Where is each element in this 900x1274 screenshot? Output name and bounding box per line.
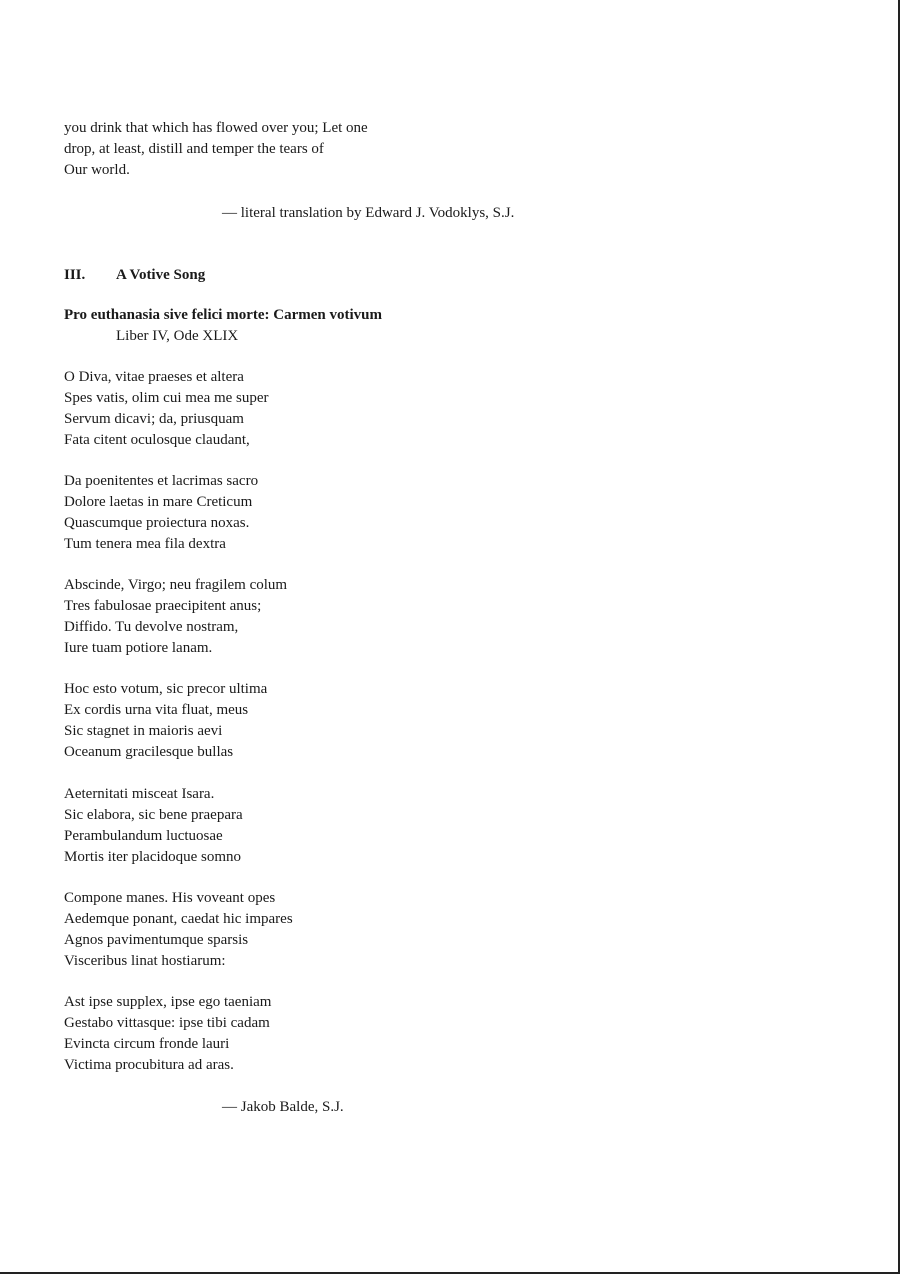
verse-line: Abscinde, Virgo; neu fragilem colum xyxy=(64,577,288,593)
verse-line: Visceribus linat hostiarum: xyxy=(64,953,226,969)
verse-line: Victima procubitura ad aras. xyxy=(64,1057,234,1073)
verse-line: Evincta circum fronde lauri xyxy=(64,1036,230,1052)
translation-attribution: — literal translation by Edward J. Vodoklys, S.J. xyxy=(222,205,515,221)
section-number: III. xyxy=(64,267,86,283)
prev-poem-line: drop, at least, distill and temper the tears of xyxy=(64,141,324,157)
verse-line: Da poenitentes et lacrimas sacro xyxy=(64,473,259,489)
verse-line: Tum tenera mea fila dextra xyxy=(64,536,226,552)
verse-line: O Diva, vitae praeses et altera xyxy=(64,369,244,385)
verse-line: Dolore laetas in mare Creticum xyxy=(64,494,253,510)
verse-line: Quascumque proiectura noxas. xyxy=(64,515,250,531)
verse-line: Ast ipse supplex, ipse ego taeniam xyxy=(64,994,272,1010)
poem-attribution: — Jakob Balde, S.J. xyxy=(222,1099,344,1115)
verse-line: Diffido. Tu devolve nostram, xyxy=(64,619,239,635)
verse-line: Oceanum gracilesque bullas xyxy=(64,744,234,760)
poem-source: Liber IV, Ode XLIX xyxy=(116,328,239,344)
verse-line: Servum dicavi; da, priusquam xyxy=(64,411,244,427)
verse-line: Sic elabora, sic bene praepara xyxy=(64,807,243,823)
verse-line: Sic stagnet in maioris aevi xyxy=(64,723,223,739)
verse-line: Spes vatis, olim cui mea me super xyxy=(64,390,269,406)
verse-line: Compone manes. His voveant opes xyxy=(64,890,276,906)
verse-line: Ex cordis urna vita fluat, meus xyxy=(64,702,249,718)
verse-line: Perambulandum luctuosae xyxy=(64,828,223,844)
verse-line: Aedemque ponant, caedat hic impares xyxy=(64,911,293,927)
verse-line: Tres fabulosae praecipitent anus; xyxy=(64,598,262,614)
verse-line: Fata citent oculosque claudant, xyxy=(64,432,250,448)
verse-line: Gestabo vittasque: ipse tibi cadam xyxy=(64,1015,270,1031)
prev-poem-line: you drink that which has flowed over you; Let one xyxy=(64,120,368,136)
poem-latin-title: Pro euthanasia sive felici morte: Carmen votivum xyxy=(64,307,382,323)
verse-line: Hoc esto votum, sic precor ultima xyxy=(64,681,268,697)
verse-line: Agnos pavimentumque sparsis xyxy=(64,932,249,948)
verse-line: Mortis iter placidoque somno xyxy=(64,849,242,865)
section-title: A Votive Song xyxy=(116,267,206,283)
prev-poem-line: Our world. xyxy=(64,162,130,178)
verse-line: Aeternitati misceat Isara. xyxy=(64,786,215,802)
verse-line: Iure tuam potiore lanam. xyxy=(64,640,213,656)
